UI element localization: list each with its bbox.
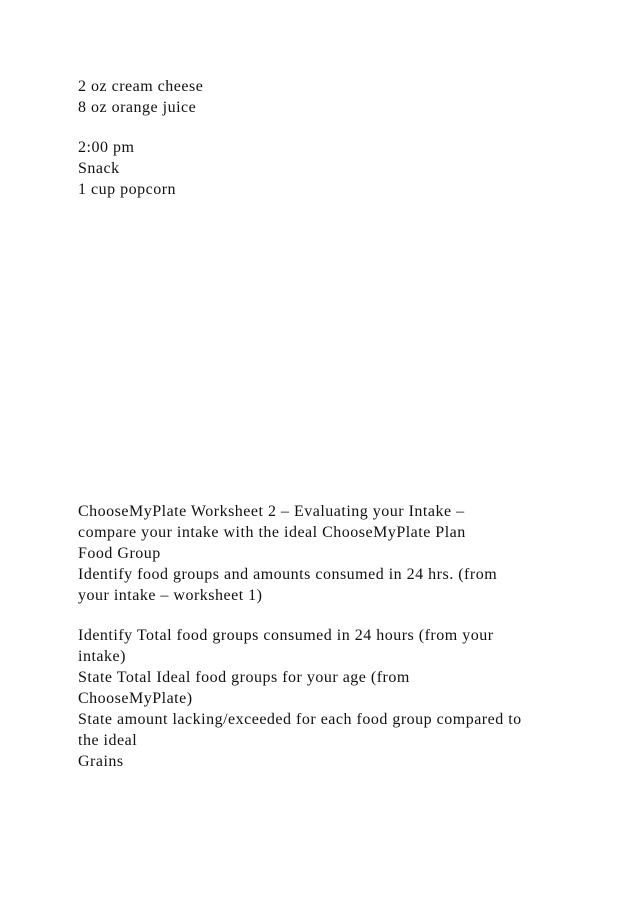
paragraph-gap (78, 606, 578, 625)
column-food-group: Food Group (78, 545, 161, 562)
column-lacking-line-2: the ideal (78, 732, 138, 749)
intake-item-cream-cheese: 2 oz cream cheese (78, 78, 204, 95)
intake-continued-section (78, 76, 578, 200)
column-identify-line-1: Identify food groups and amounts consumed in 24 hrs. (from (78, 566, 498, 583)
column-ideal-line-2: ChooseMyPlate) (78, 690, 193, 707)
worksheet-title-line-1: ChooseMyPlate Worksheet 2 – Evaluating your Intake – (78, 503, 465, 520)
snack-time: 2:00 pm (78, 139, 135, 156)
worksheet-title-line-2: compare your intake with the ideal ChooseMyPlate Plan (78, 524, 466, 541)
column-total-line-2: intake) (78, 648, 126, 665)
column-identify-line-2: your intake – worksheet 1) (78, 587, 263, 604)
intake-item-orange-juice: 8 oz orange juice (78, 99, 197, 116)
paragraph-gap (78, 118, 578, 137)
worksheet-2-section (78, 501, 578, 772)
snack-label: Snack (78, 160, 120, 177)
snack-item-popcorn: 1 cup popcorn (78, 181, 177, 198)
column-total-line-1: Identify Total food groups consumed in 24 hours (from your (78, 627, 494, 644)
row-food-group-grains: Grains (78, 753, 124, 770)
column-lacking-line-1: State amount lacking/exceeded for each food group compared to (78, 711, 522, 728)
column-ideal-line-1: State Total Ideal food groups for your age (from (78, 669, 410, 686)
